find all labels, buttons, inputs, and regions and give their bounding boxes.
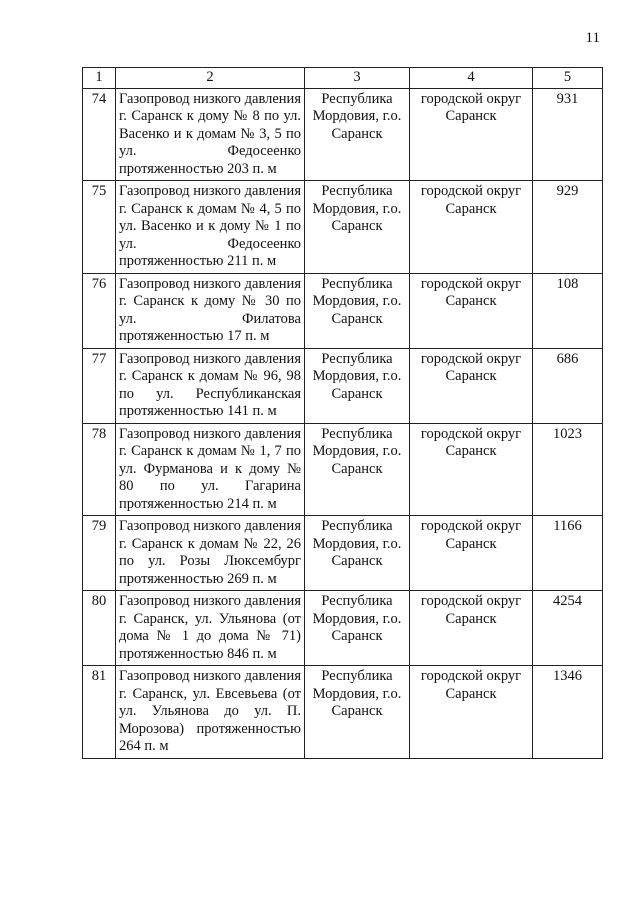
registry-table <box>82 67 603 759</box>
object-value: 686 <box>533 348 603 423</box>
table-row <box>83 273 603 348</box>
table-row <box>83 516 603 591</box>
municipality: городской округ Саранск <box>410 273 533 348</box>
table-row <box>83 423 603 516</box>
page-number: 11 <box>585 30 600 46</box>
header-row <box>83 68 603 89</box>
object-description: Газопровод низкого давления г. Саранск к домам № 4, 5 по ул. Васенко и к дому № 1 по ул. Федосеенко протяженностью 211 п. м <box>116 181 305 274</box>
object-location: Республика Мордовия, г.о. Саранск <box>305 181 410 274</box>
municipality: городской округ Саранск <box>410 591 533 666</box>
object-value: 4254 <box>533 591 603 666</box>
object-value: 931 <box>533 88 603 181</box>
object-location: Республика Мордовия, г.о. Саранск <box>305 666 410 759</box>
table-row <box>83 181 603 274</box>
object-location: Республика Мордовия, г.о. Саранск <box>305 88 410 181</box>
object-value: 929 <box>533 181 603 274</box>
municipality: городской округ Саранск <box>410 88 533 181</box>
row-number: 74 <box>83 88 116 181</box>
row-number: 78 <box>83 423 116 516</box>
object-value: 1346 <box>533 666 603 759</box>
row-number: 76 <box>83 273 116 348</box>
object-description: Газопровод низкого давления г. Саранск к дому № 8 по ул. Васенко и к домам № 3, 5 по ул. Федосеенко протяженностью 203 п. м <box>116 88 305 181</box>
object-location: Республика Мордовия, г.о. Саранск <box>305 516 410 591</box>
object-description: Газопровод низкого давления г. Саранск к домам № 1, 7 по ул. Фурманова и к дому № 80 по ул. Гагарина протяженностью 214 п. м <box>116 423 305 516</box>
municipality: городской округ Саранск <box>410 181 533 274</box>
row-number: 77 <box>83 348 116 423</box>
header-col-3: 3 <box>305 68 410 89</box>
header-col-5: 5 <box>533 68 603 89</box>
table-row <box>83 348 603 423</box>
header-col-4: 4 <box>410 68 533 89</box>
object-value: 108 <box>533 273 603 348</box>
object-description: Газопровод низкого давления г. Саранск к домам № 96, 98 по ул. Республиканская протяженностью 141 п. м <box>116 348 305 423</box>
table-row <box>83 666 603 759</box>
object-description: Газопровод низкого давления г. Саранск к дому № 30 по ул. Филатова протяженностью 17 п. м <box>116 273 305 348</box>
row-number: 81 <box>83 666 116 759</box>
object-description: Газопровод низкого давления г. Саранск, ул. Ульянова (от дома № 1 до дома № 71) протяженностью 846 п. м <box>116 591 305 666</box>
header-col-1: 1 <box>83 68 116 89</box>
object-description: Газопровод низкого давления г. Саранск, ул. Евсевьева (от ул. Ульянова до ул. П. Морозова) протяженностью 264 п. м <box>116 666 305 759</box>
object-description: Газопровод низкого давления г. Саранск к домам № 22, 26 по ул. Розы Люксембург протяженностью 269 п. м <box>116 516 305 591</box>
municipality: городской округ Саранск <box>410 423 533 516</box>
table-row <box>83 88 603 181</box>
object-location: Республика Мордовия, г.о. Саранск <box>305 423 410 516</box>
table-row <box>83 591 603 666</box>
object-location: Республика Мордовия, г.о. Саранск <box>305 348 410 423</box>
municipality: городской округ Саранск <box>410 348 533 423</box>
row-number: 79 <box>83 516 116 591</box>
object-value: 1166 <box>533 516 603 591</box>
row-number: 75 <box>83 181 116 274</box>
object-location: Республика Мордовия, г.о. Саранск <box>305 591 410 666</box>
municipality: городской округ Саранск <box>410 516 533 591</box>
row-number: 80 <box>83 591 116 666</box>
municipality: городской округ Саранск <box>410 666 533 759</box>
object-location: Республика Мордовия, г.о. Саранск <box>305 273 410 348</box>
header-col-2: 2 <box>116 68 305 89</box>
object-value: 1023 <box>533 423 603 516</box>
